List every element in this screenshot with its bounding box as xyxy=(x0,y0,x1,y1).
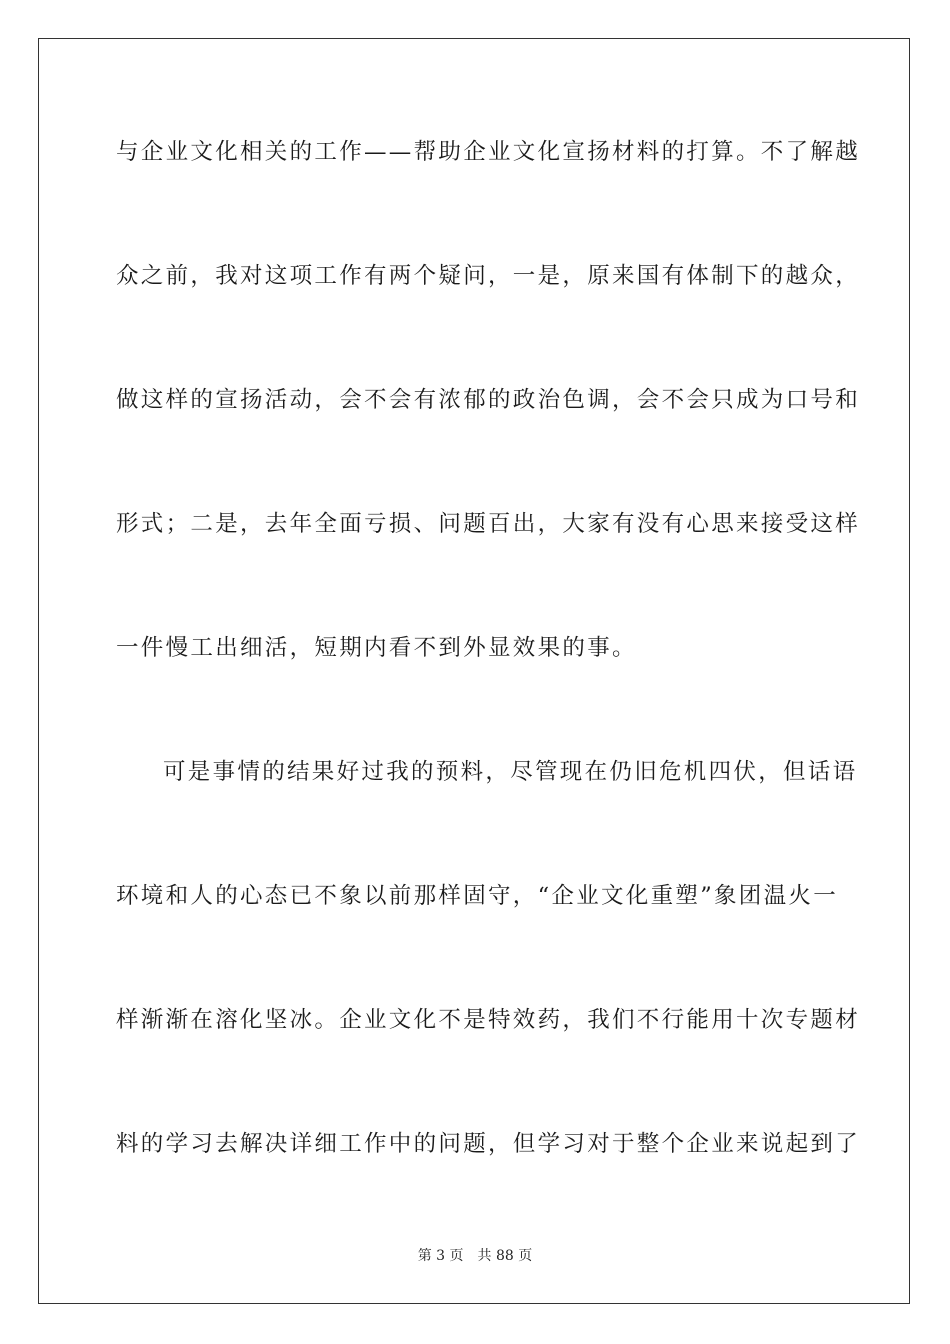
page-number: 第 3 页 xyxy=(417,1248,464,1264)
paragraph-1-line-1: 与企业文化相关的工作——帮助企业文化宣扬材料的打算。不了解越 xyxy=(116,139,861,165)
paragraph-2-line-4: 料的学习去解决详细工作中的问题，但学习对于整个企业来说起到了 xyxy=(116,1131,861,1157)
paragraph-2-line-2: 环境和人的心态已不象以前那样固守，“企业文化重塑”象团温火一 xyxy=(116,883,839,909)
paragraph-1-line-4: 形式；二是，去年全面亏损、问题百出，大家有没有心思来接受这样 xyxy=(116,511,861,537)
paragraph-1-line-3: 做这样的宣扬活动，会不会有浓郁的政治色调，会不会只成为口号和 xyxy=(116,387,861,413)
paragraph-1-line-2: 众之前，我对这项工作有两个疑问，一是，原来国有体制下的越众， xyxy=(116,263,861,289)
paragraph-2-line-3: 样渐渐在溶化坚冰。企业文化不是特效药，我们不行能用十次专题材 xyxy=(116,1007,861,1033)
paragraph-1-line-5: 一件慢工出细活，短期内看不到外显效果的事。 xyxy=(116,635,637,661)
total-pages: 共 88 页 xyxy=(477,1248,533,1264)
page-footer xyxy=(0,1246,950,1266)
page-border xyxy=(38,38,910,1304)
paragraph-2-line-1: 可是事情的结果好过我的预料，尽管现在仍旧危机四伏，但话语 xyxy=(163,759,858,785)
